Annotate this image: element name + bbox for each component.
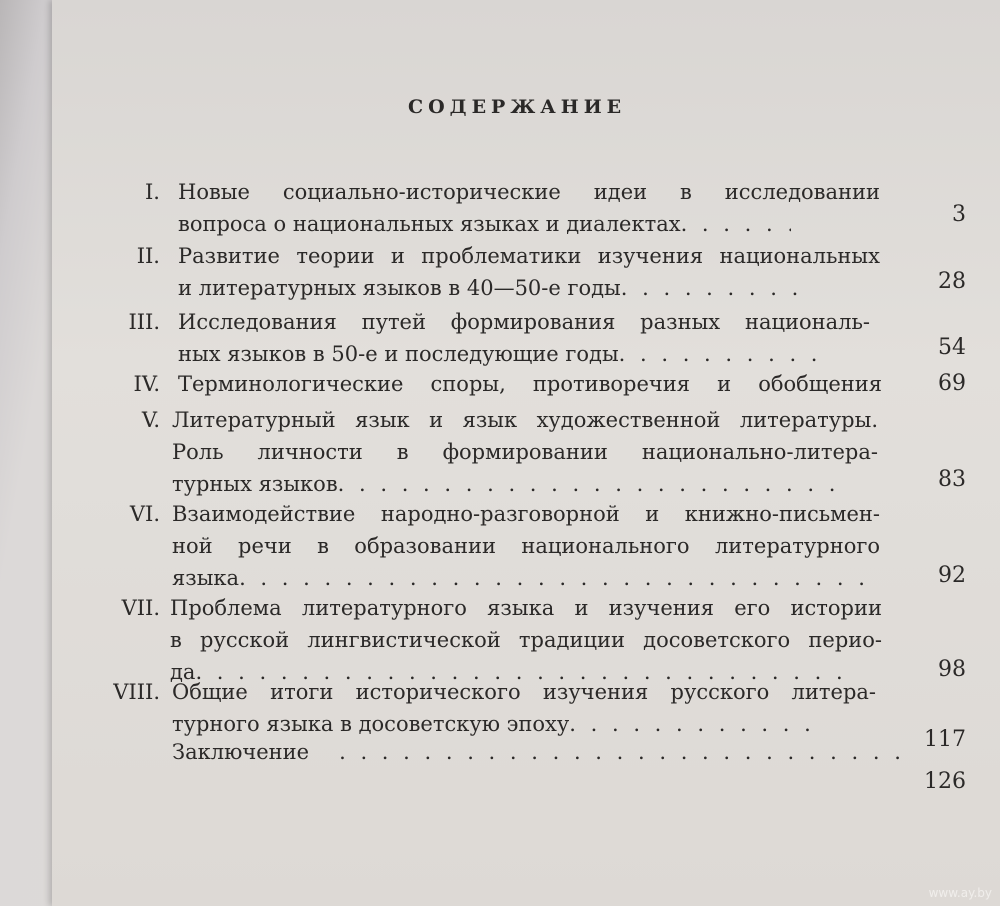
entry-line: ных языков в 50-е и последующие годы <box>178 342 619 366</box>
entry-number: VIII. <box>113 680 160 704</box>
dot-leader <box>619 338 819 370</box>
entry-line: Литературный язык и язык художественной литературы. <box>172 408 878 432</box>
dot-leader <box>621 272 811 304</box>
entry-number: VII. <box>121 596 160 620</box>
dot-leader <box>681 208 791 240</box>
entry-line: языка <box>172 566 240 590</box>
entry-page: 92 <box>938 563 966 588</box>
entry-line: Развитие теории и проблематики изучения национальных <box>178 244 880 268</box>
dot-leader <box>339 736 899 768</box>
entry-number: VI. <box>129 502 160 526</box>
entry-line: да <box>170 660 196 684</box>
entry-number: I. <box>145 180 160 204</box>
entry-line: Исследования путей формирования разных националь- <box>178 310 870 334</box>
watermark: www.ay.by <box>928 886 992 900</box>
entry-page: 28 <box>938 269 966 294</box>
entry-page: 83 <box>938 467 966 492</box>
entry-line: Новые социально-исторические идеи в исследовании <box>178 180 880 204</box>
entry-line: Взаимодействие народно-разговорной и книжно-письмен- <box>172 502 880 526</box>
entry-line: Роль личности в формировании национально-литера- <box>172 440 878 464</box>
entry-line: Общие итоги исторического изучения русского литера- <box>172 680 876 704</box>
entry-number: V. <box>141 408 160 432</box>
entry-line: и литературных языков в 40—50-е годы <box>178 276 621 300</box>
entry-line: Терминологические споры, противоречия и обобщения <box>178 372 882 396</box>
entry-line: Проблема литературного языка и изучения его истории <box>170 596 882 620</box>
entry-line: вопроса о национальных языках и диалектах <box>178 212 681 236</box>
entry-line: ной речи в образовании национального литературного <box>172 534 880 558</box>
dot-leader <box>239 562 869 594</box>
entry-page: 3 <box>952 202 966 227</box>
entry-page: 117 <box>924 727 966 752</box>
contents-heading: СОДЕРЖАНИЕ <box>408 96 627 118</box>
entry-line: турного языка в досоветскую эпоху <box>172 712 570 736</box>
entry-page: 98 <box>938 657 966 682</box>
entry-line: Заключение <box>172 740 310 764</box>
entry-number: IV. <box>133 372 160 396</box>
entry-page: 69 <box>938 371 966 396</box>
entry-page: 54 <box>938 335 966 360</box>
entry-number: II. <box>136 244 160 268</box>
entry-page: 126 <box>924 769 966 794</box>
entry-number: III. <box>128 310 160 334</box>
entry-line: в русской лингвистической традиции досоветского перио- <box>170 628 882 652</box>
dot-leader <box>338 468 838 500</box>
entry-line: турных языков <box>172 472 338 496</box>
